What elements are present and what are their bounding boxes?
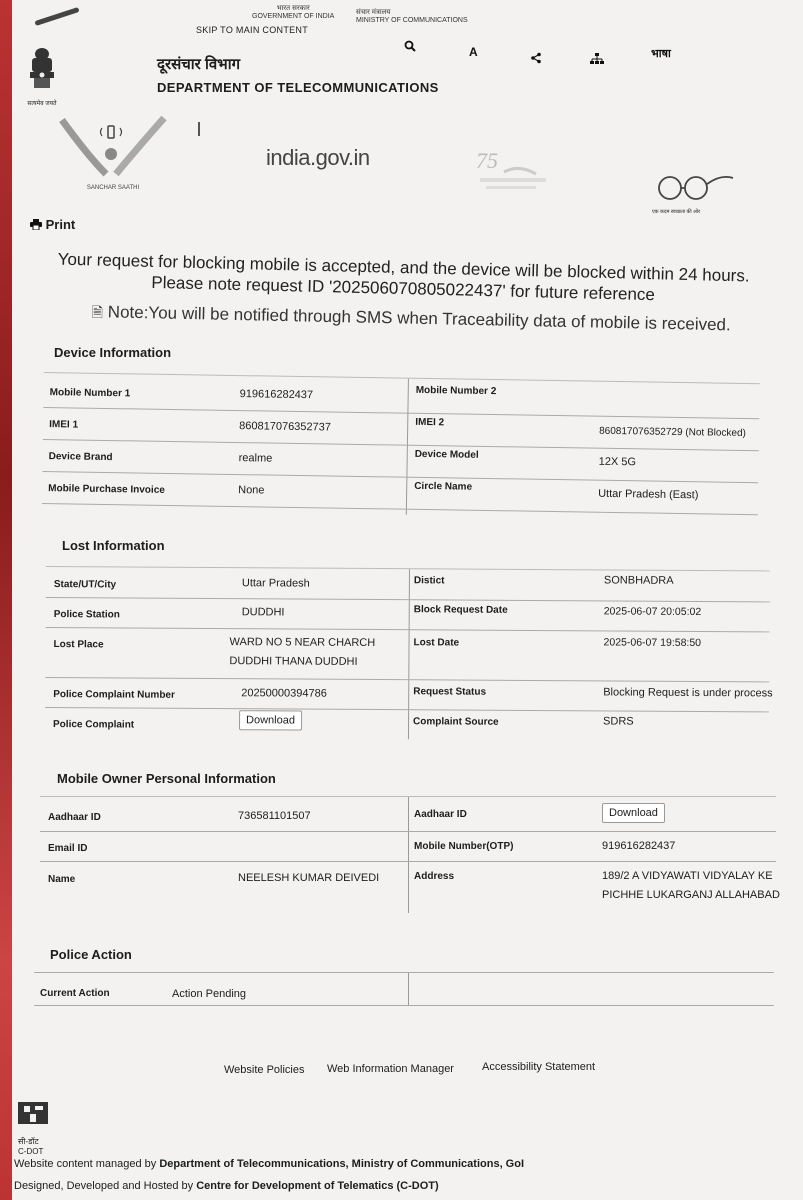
- managed-org: Department of Telecommunications, Ministry of Communications, GoI: [159, 1158, 525, 1170]
- field-label: Distict: [413, 575, 445, 587]
- police-complaint-download-button[interactable]: Download: [239, 710, 302, 730]
- ministry-english: MINISTRY OF COMMUNICATIONS: [356, 17, 468, 24]
- field-label: Block Request Date: [413, 604, 508, 616]
- confirmation-message: Your request for blocking mobile is accepted, and the device will be blocked within 24 hours. Please note request ID '202506070805022437' for future reference: [57, 249, 750, 305]
- content-managed-line: [14, 1158, 524, 1170]
- field-label: IMEI 2: [415, 416, 445, 429]
- india-gov-logo[interactable]: india.gov.in: [266, 145, 370, 170]
- printer-icon: [30, 217, 46, 232]
- field-value: 2025-06-07 20:05:02: [603, 605, 702, 619]
- field-label: Aadhaar ID: [414, 809, 467, 820]
- owner-info-title: Mobile Owner Personal Information: [57, 771, 276, 786]
- field-label: IMEI 1: [49, 419, 79, 431]
- field-value: SONBHADRA: [603, 574, 674, 587]
- gov-hindi: भारत सरकार: [276, 5, 310, 12]
- print-label: Print: [45, 217, 76, 232]
- ministry-hindi: संचार मंत्रालय: [356, 9, 391, 16]
- owner-info-table: [40, 796, 780, 913]
- sitemap-icon[interactable]: [590, 53, 604, 68]
- gov-of-india: [252, 5, 334, 21]
- field-value: DUDDHI: [241, 606, 285, 619]
- field-label: Email ID: [48, 843, 88, 854]
- field-value: 2025-06-07 19:58:50: [603, 636, 702, 650]
- azadi-logo[interactable]: [474, 146, 554, 206]
- field-label: Lost Place: [53, 639, 104, 651]
- cdot-caption-hindi: सी-डॉट: [18, 1137, 39, 1146]
- field-value: SDRS: [603, 715, 634, 728]
- national-emblem: [24, 46, 60, 107]
- device-info-title: Device Information: [54, 345, 172, 360]
- emblem-caption: सत्यमेव जयते: [27, 101, 57, 107]
- police-action-table: [34, 972, 774, 1006]
- field-label: Device Brand: [48, 451, 113, 464]
- page-edge: [0, 0, 12, 1200]
- accessibility-statement-link[interactable]: Accessibility Statement: [482, 1061, 596, 1073]
- field-value: Action Pending: [172, 988, 246, 1000]
- hosted-by-line: [14, 1180, 439, 1192]
- language-button[interactable]: भाषा: [651, 48, 671, 60]
- field-value: DUDDHI THANA DUDDHI: [229, 655, 358, 668]
- lost-info-table: [45, 566, 773, 741]
- hosted-org: Centre for Development of Telematics (C-DOT): [196, 1180, 439, 1192]
- field-value: 12X 5G: [598, 455, 637, 469]
- table-row: [40, 831, 776, 862]
- field-value: 736581101507: [238, 810, 311, 822]
- field-label: Mobile Number(OTP): [414, 841, 514, 852]
- field-label: Lost Date: [413, 637, 460, 649]
- field-label: Police Complaint: [52, 719, 135, 731]
- cdot-logo[interactable]: [16, 1100, 50, 1134]
- field-label: Mobile Purchase Invoice: [48, 483, 165, 496]
- print-button[interactable]: [30, 217, 75, 232]
- share-icon[interactable]: [530, 52, 542, 67]
- field-label: Complaint Source: [413, 716, 499, 728]
- field-value: 20250000394786: [241, 687, 327, 700]
- web-info-manager-link[interactable]: Web Information Manager: [327, 1063, 454, 1075]
- police-action-title: Police Action: [50, 947, 132, 962]
- field-label: Current Action: [40, 988, 110, 999]
- device-info-table: [42, 372, 760, 520]
- field-label: Name: [48, 874, 76, 885]
- gov-english: GOVERNMENT OF INDIA: [252, 13, 335, 20]
- field-label: Aadhaar ID: [48, 812, 101, 823]
- field-value: 860817076352729 (Not Blocked): [599, 425, 746, 440]
- field-label: Address: [414, 871, 455, 882]
- field-value: Uttar Pradesh (East): [598, 487, 699, 502]
- cdot-caption: C-DOT: [18, 1147, 44, 1156]
- ministry: [356, 9, 468, 25]
- hosted-prefix: Designed, Developed and Hosted by: [14, 1180, 197, 1192]
- field-value: None: [238, 484, 265, 497]
- field-label: Police Station: [53, 609, 120, 621]
- field-label: Device Model: [414, 448, 479, 461]
- lost-info-title: Lost Information: [62, 538, 165, 553]
- search-icon[interactable]: [404, 40, 416, 55]
- skip-to-main-link[interactable]: SKIP TO MAIN CONTENT: [196, 25, 309, 35]
- field-value: realme: [238, 452, 273, 465]
- field-label: Police Complaint Number: [53, 689, 175, 701]
- field-value: NEELESH KUMAR DEIVEDI: [238, 872, 380, 884]
- dept-title-english: DEPARTMENT OF TELECOMMUNICATIONS: [157, 80, 439, 95]
- field-value: Uttar Pradesh: [241, 577, 310, 590]
- table-row: [40, 797, 776, 832]
- field-label: Request Status: [413, 686, 487, 698]
- field-value: WARD NO 5 NEAR CHARCH: [229, 636, 376, 650]
- divider: [198, 122, 200, 136]
- managed-prefix: Website content managed by: [14, 1158, 160, 1170]
- column-divider: [408, 973, 409, 1005]
- swachh-bharat-logo[interactable]: [652, 168, 736, 220]
- aadhaar-download-button[interactable]: Download: [602, 803, 665, 823]
- document-icon: 🗎: [91, 303, 104, 321]
- field-value: 860817076352737: [239, 420, 332, 434]
- table-row: [40, 861, 780, 911]
- text-size-button[interactable]: A: [469, 45, 478, 59]
- website-policies-link[interactable]: Website Policies: [224, 1064, 305, 1076]
- sms-note-text: Note:You will be notified through SMS when Traceability data of mobile is received.: [107, 302, 731, 335]
- field-value: 189/2 A VIDYAWATI VIDYALAY KE: [602, 870, 773, 882]
- dept-title-hindi: दूरसंचार विभाग: [157, 56, 241, 73]
- swachh-caption: एक कदम स्वच्छता की ओर: [652, 209, 701, 215]
- table-row: [45, 707, 769, 741]
- field-value: 919616282437: [602, 840, 676, 852]
- field-label: Mobile Number 2: [415, 384, 497, 398]
- sanchar-saathi-logo[interactable]: [58, 116, 168, 196]
- field-value: Blocking Request is under process: [603, 686, 773, 700]
- svg-text:75: 75: [476, 148, 498, 173]
- field-value: PICHHE LUKARGANJ ALLAHABAD: [602, 889, 780, 901]
- table-row: [45, 627, 769, 682]
- field-value: 919616282437: [239, 388, 314, 402]
- sanchar-saathi-label: SANCHAR SAATHI: [86, 185, 140, 191]
- field-label: State/UT/City: [53, 579, 117, 591]
- field-label: Mobile Number 1: [49, 387, 131, 400]
- field-label: Circle Name: [414, 480, 473, 493]
